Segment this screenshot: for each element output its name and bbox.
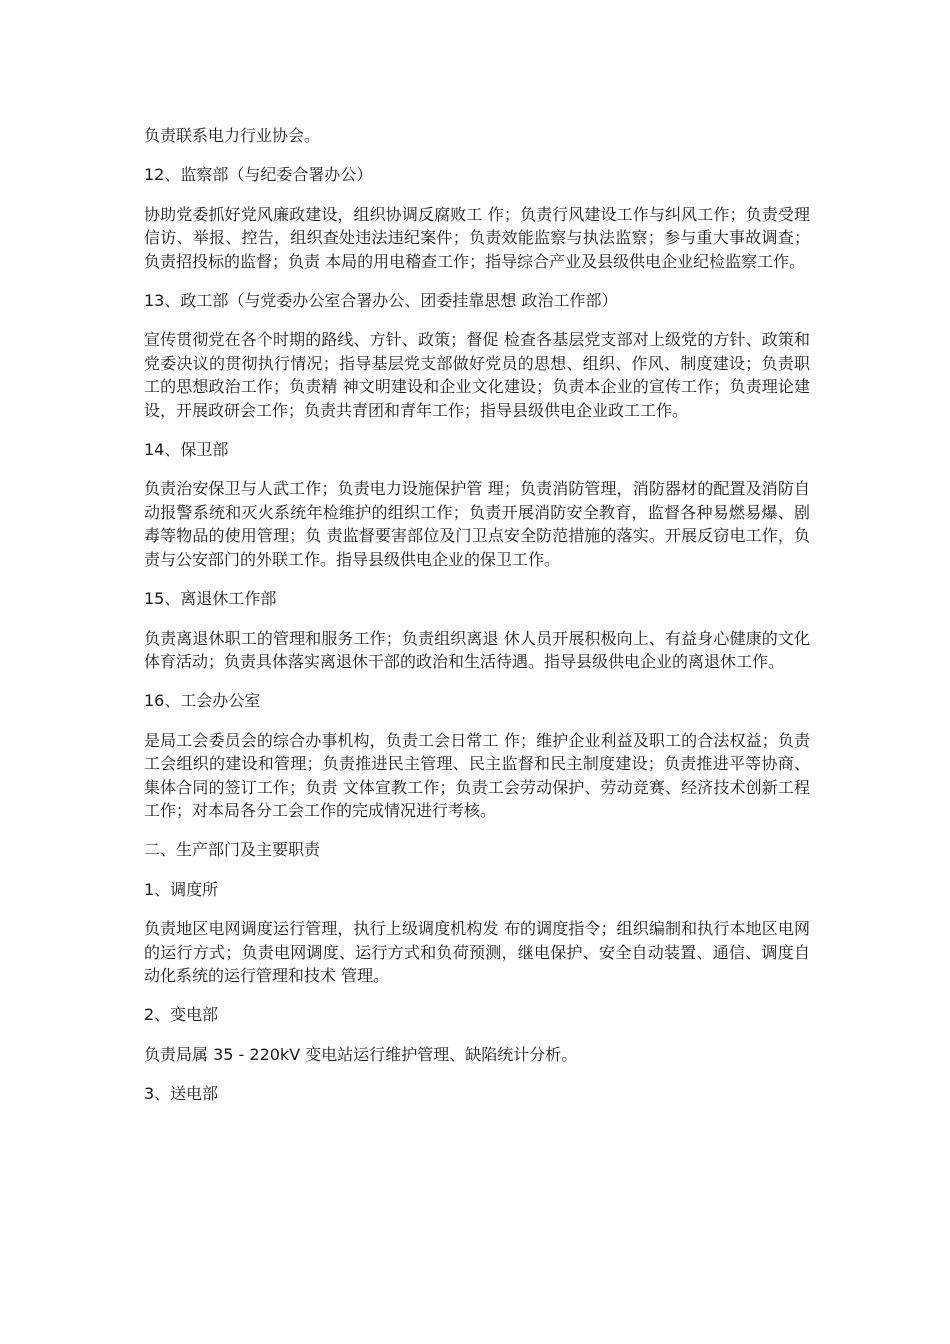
paragraph-dispatch-duties: 负责地区电网调度运行管理，执行上级调度机构发 布的调度指令；组织编制和执行本地区电网的运行方式；负责电网调度、运行方式和负荷预测，继电保护、安全自动装置、通信、调度自动化系统的运行管理和技术 管理。 [144, 919, 810, 985]
document-page [144, 124, 810, 1122]
section-heading-union-office: 16、工会办公室 [144, 691, 261, 711]
paragraph-union-office-duties: 是局工会委员会的综合办事机构，负责工会日常工 作；维护企业利益及职工的合法权益；负责工会组织的建设和管理；负责推进民主管理、民主监督和民主制度建设；负责推进平等协商、集体合同的签订工作；负责 文体宣教工作；负责工会劳动保护、劳动竞赛、经济技术创新工程工作；对本局各分工会工作的完成情况进行考核。 [144, 730, 810, 820]
paragraph-supervision-duties: 协助党委抓好党风廉政建设，组织协调反腐败工 作；负责行风建设工作与纠风工作；负责受理信访、举报、控告，组织查处违法违纪案件；负责效能监察与执法监察；参与重大事故调查；负责招投标的监督；负责 本局的用电稽查工作；指导综合产业及县级供电企业纪检监察工作。 [144, 204, 810, 271]
paragraph-security-duties: 负责治安保卫与人武工作；负责电力设施保护管 理；负责消防管理，消防器材的配置及消防自动报警系统和灭火系统年检维护的组织工作；负责开展消防安全教育，监督各种易燃易爆、剧毒等物品的使用管理；负 责监督要害部位及门卫点安全防范措施的落实。开展反窃电工作，负责与公安部门的外联工作。指导县级供电企业的保卫工作。 [144, 479, 810, 569]
section-heading-substation: 2、变电部 [144, 1005, 219, 1025]
section-heading-retirees: 15、离退休工作部 [144, 589, 277, 609]
section-heading-political-work: 13、政工部（与党委办公室合署办公、团委挂靠思想 政治工作部） [144, 291, 618, 311]
section-heading-dispatch: 1、调度所 [144, 879, 219, 899]
paragraph-substation-duties: 负责局属 35 - 220kV 变电站运行维护管理、缺陷统计分析。 [144, 1044, 578, 1064]
chapter-heading-production-departments: 二、生产部门及主要职责 [144, 840, 321, 860]
section-heading-supervision: 12、监察部（与纪委合署办公） [144, 165, 373, 185]
paragraph-political-work-duties: 宣传贯彻党在各个时期的路线、方针、政策；督促 检查各基层党支部对上级党的方针、政策和党委决议的贯彻执行情况；指导基层党支部做好党员的思想、组织、作风、制度建设；负责职工的思想政治工作；负责精 神文明建设和企业文化建设；负责本企业的宣传工作；负责理论建设，开展政研会工作；负责共青团和青年工作；指导县级供电企业政工工作。 [144, 330, 810, 420]
paragraph-contact-association: 负责联系电力行业协会。 [144, 126, 321, 145]
section-heading-security: 14、保卫部 [144, 440, 229, 460]
section-heading-transmission: 3、送电部 [144, 1084, 219, 1104]
paragraph-retirees-duties: 负责离退休职工的管理和服务工作；负责组织离退 休人员开展积极向上、有益身心健康的文化体育活动；负责具体落实离退休干部的政治和生活待遇。指导县级供电企业的离退休工作。 [144, 628, 810, 671]
